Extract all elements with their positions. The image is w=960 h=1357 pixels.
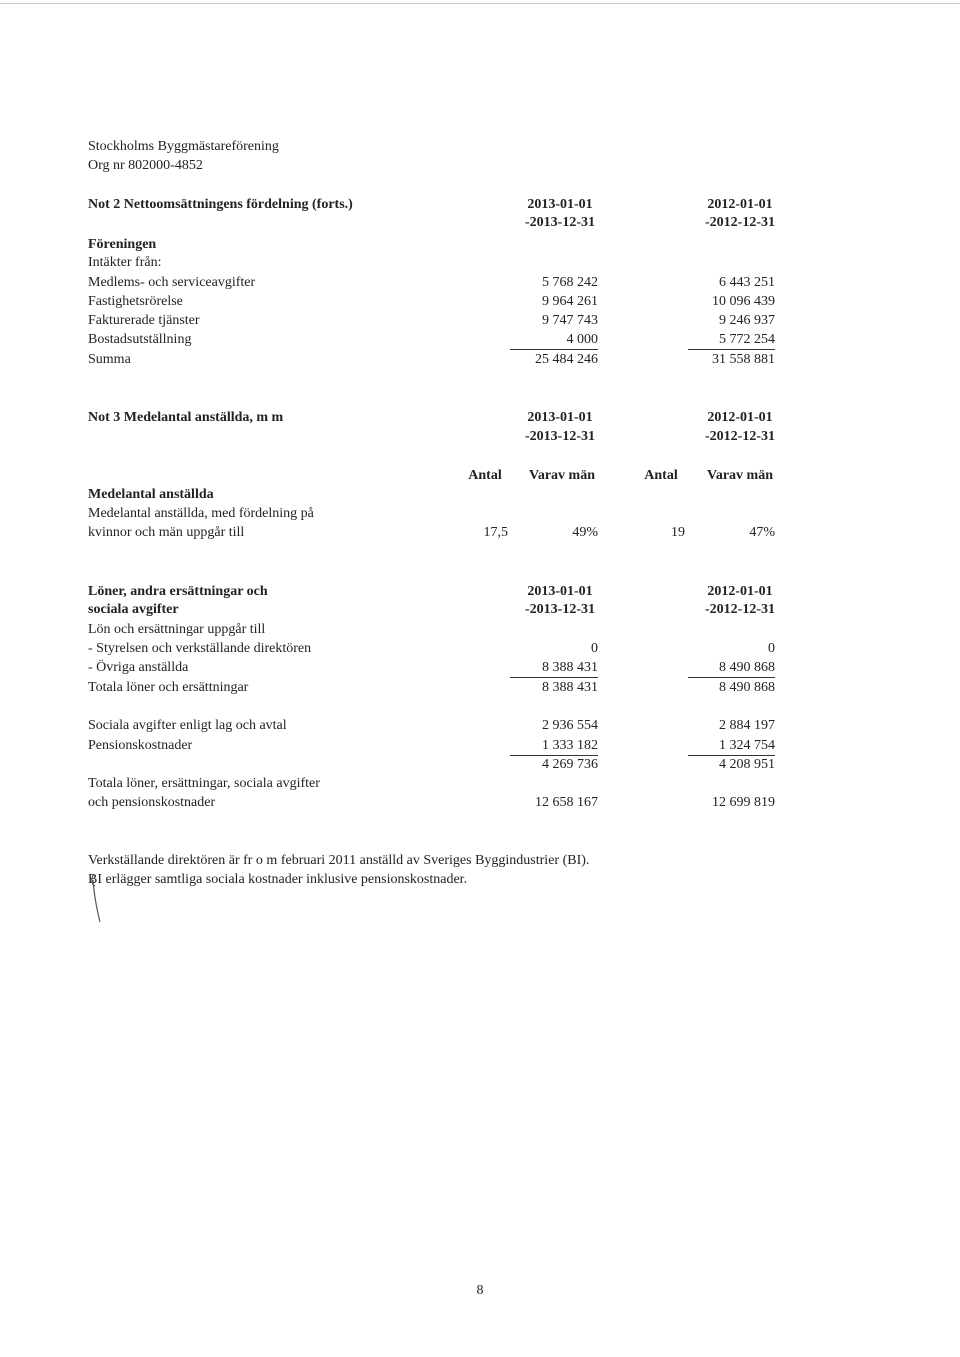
note2-section: Föreningen	[88, 237, 157, 252]
salaries-row-value-2013: 2 936 554	[542, 718, 598, 733]
note2-col2-end: -2012-12-31	[705, 215, 775, 230]
note3-col2-end: -2012-12-31	[705, 429, 775, 444]
salaries-row-value-2013: 8 388 431	[542, 680, 598, 695]
note3-title: Not 3 Medelantal anställda, m m	[88, 410, 284, 425]
salaries-total-label-line2: och pensionskostnader	[88, 795, 216, 810]
note2-row-value-2012: 9 246 937	[719, 313, 775, 328]
salaries-subtotal-2013: 4 269 736	[542, 757, 598, 772]
salaries-total-2012: 12 699 819	[712, 795, 775, 810]
note2-subsection: Intäkter från:	[88, 255, 162, 270]
salaries-intro: Lön och ersättningar uppgår till	[88, 622, 266, 637]
note2-row-value-2012: 5 772 254	[688, 331, 775, 350]
note3-varav-man-2013: 49%	[572, 525, 598, 540]
note3-desc-line2: kvinnor och män uppgår till	[88, 525, 245, 540]
salaries-row-value-2013: 0	[591, 641, 598, 656]
salaries-total-label-line1: Totala löner, ersättningar, sociala avgifter	[88, 776, 320, 791]
salaries-row-value-2012: 1 324 754	[688, 737, 775, 756]
salaries-row-label: Sociala avgifter enligt lag och avtal	[88, 718, 287, 733]
salaries-row-value-2012: 8 490 868	[688, 659, 775, 678]
salaries-row-label: Totala löner och ersättningar	[88, 680, 249, 695]
note2-row-value-2013: 9 964 261	[542, 294, 598, 309]
salaries-title-line2: sociala avgifter	[88, 602, 179, 617]
note2-col2-start: 2012-01-01	[707, 197, 773, 212]
org-name: Stockholms Byggmästareförening	[88, 139, 279, 154]
note2-sum-value-2013: 25 484 246	[535, 352, 598, 367]
note3-subhead-varav-man: Varav män	[529, 468, 595, 483]
salaries-row-value-2012: 0	[768, 641, 775, 656]
note2-col1-end: -2013-12-31	[525, 215, 595, 230]
salaries-subtotal-2012: 4 208 951	[719, 757, 775, 772]
note3-varav-man-2012: 47%	[749, 525, 775, 540]
salaries-row-label: Pensionskostnader	[88, 738, 193, 753]
note3-subhead-antal: Antal	[644, 468, 678, 483]
note3-antal-2012: 19	[671, 525, 685, 540]
note3-antal-2013: 17,5	[483, 525, 508, 540]
footnote-line1: Verkställande direktören är fr o m februari 2011 anställd av Sveriges Byggindustrier (BI).	[88, 853, 590, 868]
salaries-col2-start: 2012-01-01	[707, 584, 773, 599]
note3-col1-end: -2013-12-31	[525, 429, 595, 444]
note2-row-value-2013: 4 000	[510, 331, 598, 350]
org-number: Org nr 802000-4852	[88, 158, 203, 173]
salaries-row-value-2012: 2 884 197	[719, 718, 775, 733]
note2-row-label: Bostadsutställning	[88, 332, 192, 347]
salaries-col1-end: -2013-12-31	[525, 602, 595, 617]
note2-row-value-2012: 6 443 251	[719, 275, 775, 290]
note2-col1-start: 2013-01-01	[527, 197, 593, 212]
note3-section: Medelantal anställda	[88, 487, 214, 502]
note2-row-value-2013: 9 747 743	[542, 313, 598, 328]
salaries-row-label: - Styrelsen och verkställande direktören	[88, 641, 312, 656]
note2-row-value-2012: 10 096 439	[712, 294, 775, 309]
salaries-title-line1: Löner, andra ersättningar och	[88, 584, 268, 599]
salaries-col1-start: 2013-01-01	[527, 584, 593, 599]
note3-col2-start: 2012-01-01	[707, 410, 773, 425]
note2-row-label: Fastighetsrörelse	[88, 294, 183, 309]
page-number: 8	[476, 1283, 484, 1298]
salaries-col2-end: -2012-12-31	[705, 602, 775, 617]
note3-subhead-varav-man: Varav män	[707, 468, 773, 483]
salaries-row-value-2013: 1 333 182	[510, 737, 598, 756]
note2-title: Not 2 Nettoomsättningens fördelning (forts.)	[88, 197, 353, 212]
note2-row-label: Fakturerade tjänster	[88, 313, 200, 328]
handwritten-mark-icon	[88, 868, 108, 928]
salaries-row-value-2012: 8 490 868	[719, 680, 775, 695]
note2-sum-value-2012: 31 558 881	[712, 352, 775, 367]
salaries-row-label: - Övriga anställda	[88, 660, 189, 675]
note2-row-label: Medlems- och serviceavgifter	[88, 275, 256, 290]
note2-row-value-2013: 5 768 242	[542, 275, 598, 290]
salaries-row-value-2013: 8 388 431	[510, 659, 598, 678]
salaries-total-2013: 12 658 167	[535, 795, 598, 810]
note2-sum-label: Summa	[88, 352, 131, 367]
note3-desc-line1: Medelantal anställda, med fördelning på	[88, 506, 314, 521]
footnote-line2: BI erlägger samtliga sociala kostnader inklusive pensionskostnader.	[88, 872, 468, 887]
scan-top-edge	[0, 3, 960, 4]
note3-col1-start: 2013-01-01	[527, 410, 593, 425]
note3-subhead-antal: Antal	[468, 468, 502, 483]
